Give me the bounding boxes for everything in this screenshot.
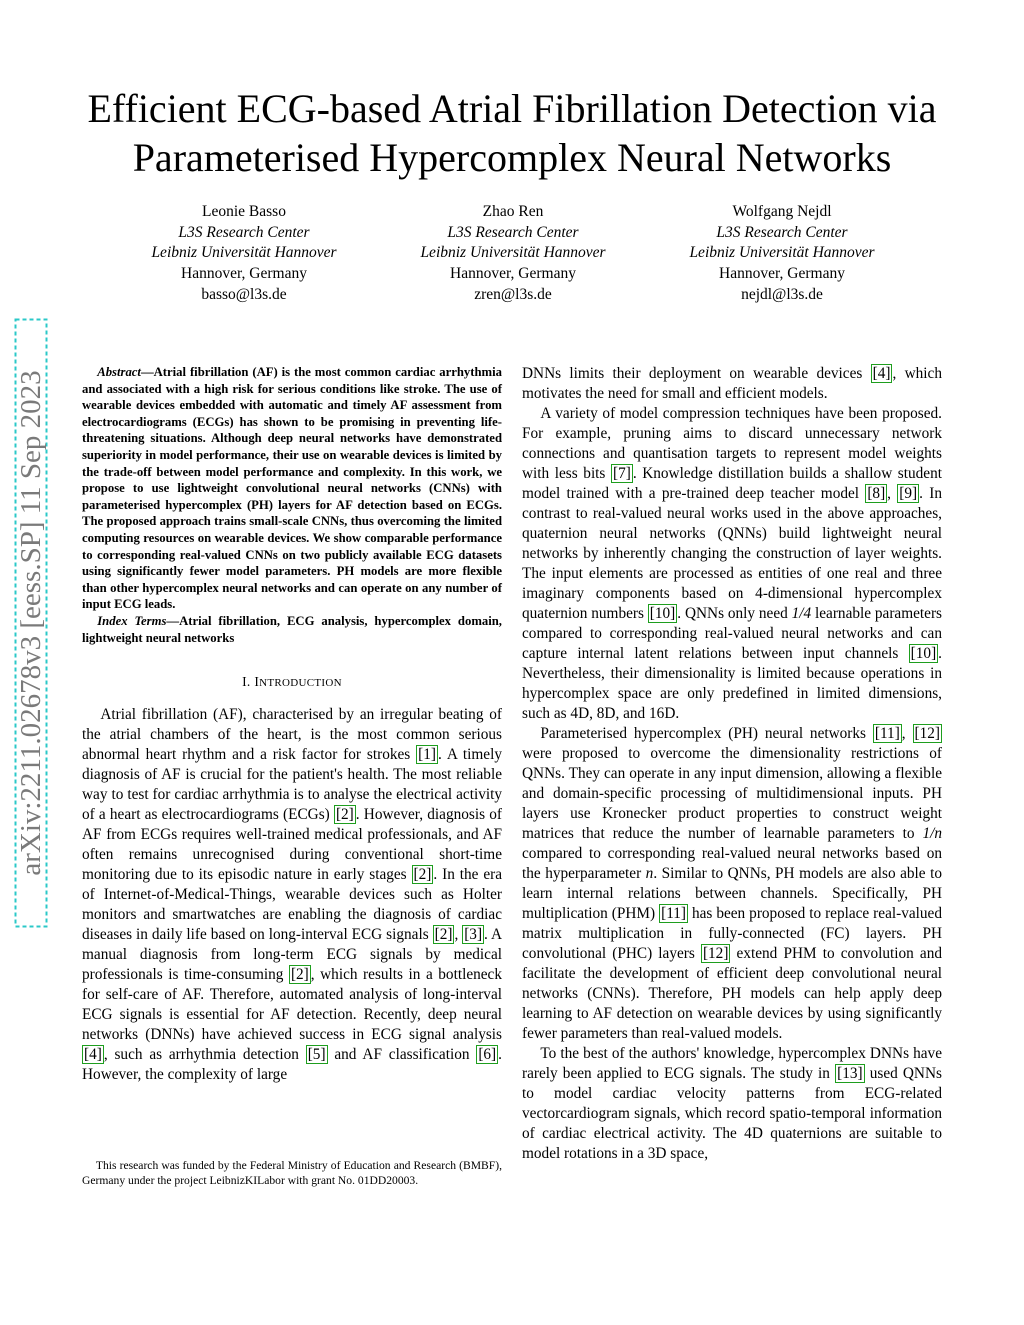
text-run: To the best of the authors' knowledge, hypercomplex DNNs have rarely been applied to ECG signals. The study in [522, 1045, 942, 1082]
text-run: . QNNs only need [677, 605, 792, 622]
citation-link[interactable]: [2] [434, 926, 453, 944]
section-title-rest: NTRODUCTION [259, 677, 342, 690]
index-terms-lead: Index Terms [97, 613, 167, 628]
paper-title: Efficient ECG-based Atrial Fibrillation Detection via Parameterised Hypercomplex Neural Networks [87, 86, 937, 180]
citation-link[interactable]: [12] [914, 725, 940, 742]
section-heading-introduction [82, 672, 502, 693]
index-terms-text: —Atrial fibrillation, ECG analysis, hypercomplex domain, lightweight neural networks [82, 613, 502, 645]
arxiv-id-text: arXiv:2211.02678v3 [eess.SP] 11 Sep 2023 [15, 370, 47, 876]
author-institution: Leibniz Universität Hannover [151, 244, 337, 262]
citation-link[interactable]: [10] [649, 605, 676, 622]
text-run: learnable parameters compared to corresponding real-valued neural networks and can capture internal latent relations between input channels [522, 605, 942, 662]
text-run: , which motivates the need for small and efficient models. [522, 365, 942, 402]
text-run: . However, diagnosis of AF from ECGs requires well-trained medical professionals, and AF often remains unrecognised during conventional short-time monitoring due to its episodic nature in early stages [82, 806, 502, 884]
abstract-lead: Abstract [97, 365, 141, 379]
author-affiliation: L3S Research Center [178, 223, 310, 241]
text-run: extend PHM to convolution and facilitate the development of efficient deep convolutional neural networks (CNNs). Therefore, PH models can help apply deep learning to AF detection on wearable devices by using significantly fewer parameters than real-valued models. [522, 945, 942, 1042]
citation-link[interactable]: [4] [84, 1046, 102, 1064]
text-run: , [454, 926, 463, 944]
author-email: zren@l3s.de [474, 285, 552, 303]
author-1 [110, 202, 378, 306]
citation-link[interactable]: [1] [418, 746, 436, 764]
left-column [82, 364, 502, 1085]
author-block [110, 202, 916, 306]
author-name: Leonie Basso [202, 203, 286, 220]
citation-link[interactable]: [13] [837, 1065, 863, 1082]
text-run: , [887, 485, 898, 502]
author-location: Hannover, Germany [450, 265, 576, 283]
abstract [82, 364, 502, 613]
citation-link[interactable]: [3] [464, 926, 483, 944]
text-run: were proposed to overcome the dimensionality restrictions of QNNs. They can operate in any input dimension, allowing a flexible and domain-specific processing of multidimensional inputs. PH layers use Kronecker product properties to construct weight matrices that reduce the number of learnable parameters to [522, 745, 942, 842]
intro-paragraph-3 [522, 404, 942, 724]
citation-link[interactable]: [10] [910, 645, 937, 662]
author-email: nejdl@l3s.de [741, 285, 823, 303]
citation-link[interactable]: [5] [307, 1046, 326, 1064]
text-run: . In contrast to real-valued neural works used in the above approaches, quaternion neural networks (QNNs) build lightweight neural networks by inherently changing the construction of layer weights. The input elements are processed as entities of one real and three imaginary components based on 4-dimensional hypercomplex quaternion numbers [522, 485, 942, 622]
math-inline: 1/4 [791, 605, 812, 622]
abstract-text: —Atrial fibrillation (AF) is the most common cardiac arrhythmia and associated with a high risk for serious conditions like stroke. The use of wearable devices embedded with automatic and timely AF assessment from electrocardiograms (ECGs) has shown to be promising in preventing life-threatening situations. Although deep neural networks have demonstrated superiority in model performance, their use on wearable devices is limited by the trade-off between model performance and complexity. In this work, we propose to use lightweight convolutional neural networks (CNNs) with parameterised hypercomplex (PH) layers for AF detection based on ECGs. The proposed approach trains small-scale CNNs, thus overcoming the limited computing resources on wearable devices. We show comparable performance to corresponding real-valued CNNs on two publicly available ECG datasets using significantly fewer model parameters. PH models are more flexible than other hypercomplex neural networks and can operate on any number of input ECG leads. [82, 365, 502, 612]
intro-paragraph-2 [522, 364, 942, 404]
citation-link[interactable]: [8] [867, 485, 886, 502]
author-affiliation: L3S Research Center [447, 223, 579, 241]
citation-link[interactable]: [12] [702, 945, 729, 962]
arxiv-identifier-stamp [14, 318, 48, 928]
section-title-initial: I [254, 674, 260, 690]
intro-paragraph-1 [82, 705, 502, 1085]
author-name: Wolfgang Nejdl [732, 203, 832, 220]
author-affiliation: L3S Research Center [716, 223, 848, 241]
intro-paragraph-5 [522, 1044, 942, 1164]
text-run: , [901, 725, 913, 742]
author-location: Hannover, Germany [719, 265, 845, 283]
text-run: . Knowledge distillation builds a shallow student model trained with a pre-trained deep teacher model [522, 465, 942, 502]
text-run: , which results in a bottleneck for self-care of AF. Therefore, automated analysis of long-interval ECG signals is essential for AF detection. Recently, deep neural networks (DNNs) have achieved success in ECG signal analysis [82, 966, 502, 1044]
citation-link[interactable]: [9] [899, 485, 918, 502]
text-run: used QNNs to model cardiac velocity patterns from ECG-related vectorcardiogram signals, which record spatio-temporal information of cardiac electrical activity. The 4D quaternions are suitable to model rotations in a 3D space, [522, 1065, 942, 1162]
text-run: . In the era of Internet-of-Medical-Things, wearable devices such as Holter monitors and smartwatches are enabling the diagnosis of cardiac diseases in daily life based on long-interval ECG signals [82, 866, 503, 944]
citation-link[interactable]: [4] [872, 365, 891, 382]
citation-link[interactable]: [2] [413, 866, 432, 884]
citation-link[interactable]: [11] [874, 725, 900, 742]
text-run: A variety of model compression techniques have been proposed. For example, pruning aims to discard unnecessary network connections and quantisation targets to represent model weights with less bits [522, 405, 942, 482]
citation-link[interactable]: [2] [290, 966, 309, 984]
author-2 [379, 202, 647, 306]
text-run: . A manual diagnosis from long-term ECG signals by medical professionals is time-consuming [82, 926, 503, 984]
funding-footnote: This research was funded by the Federal Ministry of Education and Research (BMBF), Germany under the project LeibnizKILabor with grant No. 01DD20003. [82, 1159, 502, 1188]
text-run: , such as arrhythmia detection [103, 1046, 306, 1064]
text-run: . A timely diagnosis of AF is crucial for the patient's health. The most reliable way to test for cardiac arrhythmia is to analyse the electrical activity of a heart as electrocardiograms (ECGs) [82, 746, 502, 824]
intro-paragraph-4 [522, 724, 942, 1044]
citation-link[interactable]: [11] [661, 905, 687, 922]
author-3 [648, 202, 916, 306]
citation-link[interactable]: [2] [335, 806, 354, 824]
text-run: Atrial fibrillation (AF), characterised by an irregular beating of the atrial chambers of the heart, is the most common serious abnormal heart rhythm and a risk factor for strokes [82, 706, 502, 764]
author-name: Zhao Ren [482, 203, 544, 220]
citation-link[interactable]: [6] [478, 1046, 497, 1064]
author-email: basso@l3s.de [201, 285, 287, 303]
right-column [522, 364, 942, 1164]
text-run: . However, the complexity of large [82, 1046, 502, 1084]
text-run: Parameterised hypercomplex (PH) neural networks [540, 725, 873, 742]
text-run: . Nevertheless, their dimensionality is limited because operations in hypercomplex space are only predefined in limited dimensions, such as 4D, 8D, and 16D. [522, 645, 942, 722]
math-inline: n [645, 865, 654, 882]
text-run: and AF classification [327, 1046, 477, 1064]
text-run: compared to corresponding real-valued neural networks based on the hyperparameter [522, 845, 942, 882]
section-number: I. [242, 674, 251, 690]
author-institution: Leibniz Universität Hannover [420, 244, 606, 262]
index-terms [82, 613, 502, 646]
text-run: has been proposed to replace real-valued matrix multiplication in fully-connected (FC) layers. PH convolutional (PHC) layers [522, 905, 942, 962]
text-run: . Similar to QNNs, PH models are also able to learn internal relations between channels. Specifically, PH multiplication (PHM) [522, 865, 942, 922]
text-run: DNNs limits their deployment on wearable devices [522, 365, 871, 382]
math-inline: 1/n [922, 825, 942, 842]
citation-link[interactable]: [7] [612, 465, 631, 482]
author-institution: Leibniz Universität Hannover [689, 244, 875, 262]
author-location: Hannover, Germany [181, 265, 307, 283]
